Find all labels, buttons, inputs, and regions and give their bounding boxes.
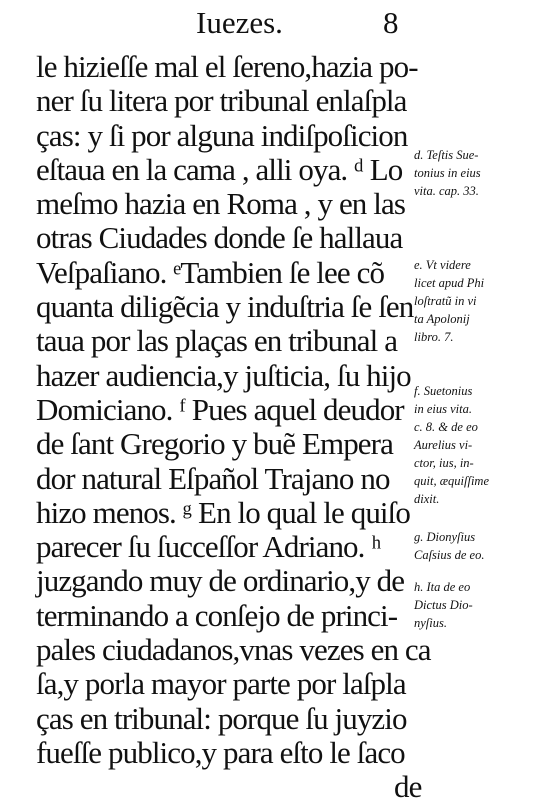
body-line: quanta diligẽcia y induſtria ſe ſen — [36, 289, 414, 325]
marginal-note-line: licet apud Phi — [414, 276, 485, 290]
marginal-note-line: d. Teſtis Sue- — [414, 148, 479, 162]
marginal-note-line: f. Suetonius — [414, 384, 473, 398]
body-line: hizo menos. ᵍ En lo qual le quiſo — [36, 494, 410, 530]
marginal-note-line: in eius vita. — [414, 402, 472, 416]
body-line: ſa,y porla mayor parte por laſpla — [36, 666, 406, 702]
body-line: fueſſe publico,y para eſto le ſaco — [36, 734, 405, 770]
body-line: parecer ſu ſucceſſor Adriano. ʰ — [36, 529, 381, 565]
marginal-note-line: dixit. — [414, 492, 440, 506]
body-line: pales ciudadanos,vnas vezes en ca — [36, 632, 431, 668]
marginal-note-line: e. Vt videre — [414, 258, 471, 272]
body-line: otras Ciudades donde ſe hallaua — [36, 220, 403, 256]
marginal-note-line: Dictus Dio- — [414, 598, 473, 612]
body-line: ner ſu litera por tribunal enlaſpla — [36, 83, 407, 119]
marginal-note-d — [414, 146, 554, 200]
body-line: juzgando muy de ordinario,y de — [36, 563, 405, 599]
marginal-note-line: loſtratũ in vi — [414, 294, 477, 308]
body-line: ças: y ſi por alguna indiſpoſicion — [36, 117, 408, 153]
marginal-note-g — [414, 528, 554, 564]
body-line: ças en tribunal: porque ſu juyzio — [36, 700, 407, 736]
marginal-note-line: libro. 7. — [414, 330, 454, 344]
marginal-note-h — [414, 578, 554, 632]
marginal-note-line: Caſsius de eo. — [414, 548, 485, 562]
body-line: Domiciano. ᶠ Pues aquel deudor — [36, 391, 404, 427]
body-line: le hizieſſe mal el ſereno,hazia po- — [36, 49, 418, 84]
marginal-note-line: quit, æquiſſime — [414, 474, 489, 488]
marginal-note-line: tonius in eius — [414, 166, 481, 180]
marginal-note-line: c. 8. & de eo — [414, 420, 478, 434]
marginal-note-line: vita. cap. 33. — [414, 184, 479, 198]
body-line: taua por las plaças en tribunal a — [36, 323, 398, 359]
page-number: 8 — [383, 5, 399, 40]
body-line: meſmo hazia en Roma , y en las — [36, 186, 405, 222]
marginal-note-line: nyſius. — [414, 616, 447, 630]
marginal-note-line: g. Dionyſius — [414, 530, 476, 544]
marginal-note-e — [414, 256, 554, 346]
body-line: eſtaua en la cama , alli oya. ᵈ Lo — [36, 151, 403, 187]
running-header-title: Iuezes. — [196, 5, 283, 40]
marginal-note-line: h. Ita de eo — [414, 580, 471, 594]
body-line: hazer audiencia,y juſticia, ſu hijo — [36, 357, 411, 393]
marginal-note-line: ctor, ius, in- — [414, 456, 474, 470]
marginal-note-line: ta Apolonij — [414, 312, 470, 326]
marginal-note-f — [414, 382, 554, 508]
body-line: de ſant Gregorio y buẽ Empera — [36, 426, 393, 462]
body-line: dor natural Eſpañol Trajano no — [36, 460, 390, 496]
body-line: terminando a conſejo de princi- — [36, 597, 398, 633]
body-line: Veſpaſiano. ᵉTambien ſe lee cõ — [36, 254, 385, 290]
body-line: de — [394, 769, 422, 805]
marginal-note-line: Aurelius vi- — [414, 438, 473, 452]
